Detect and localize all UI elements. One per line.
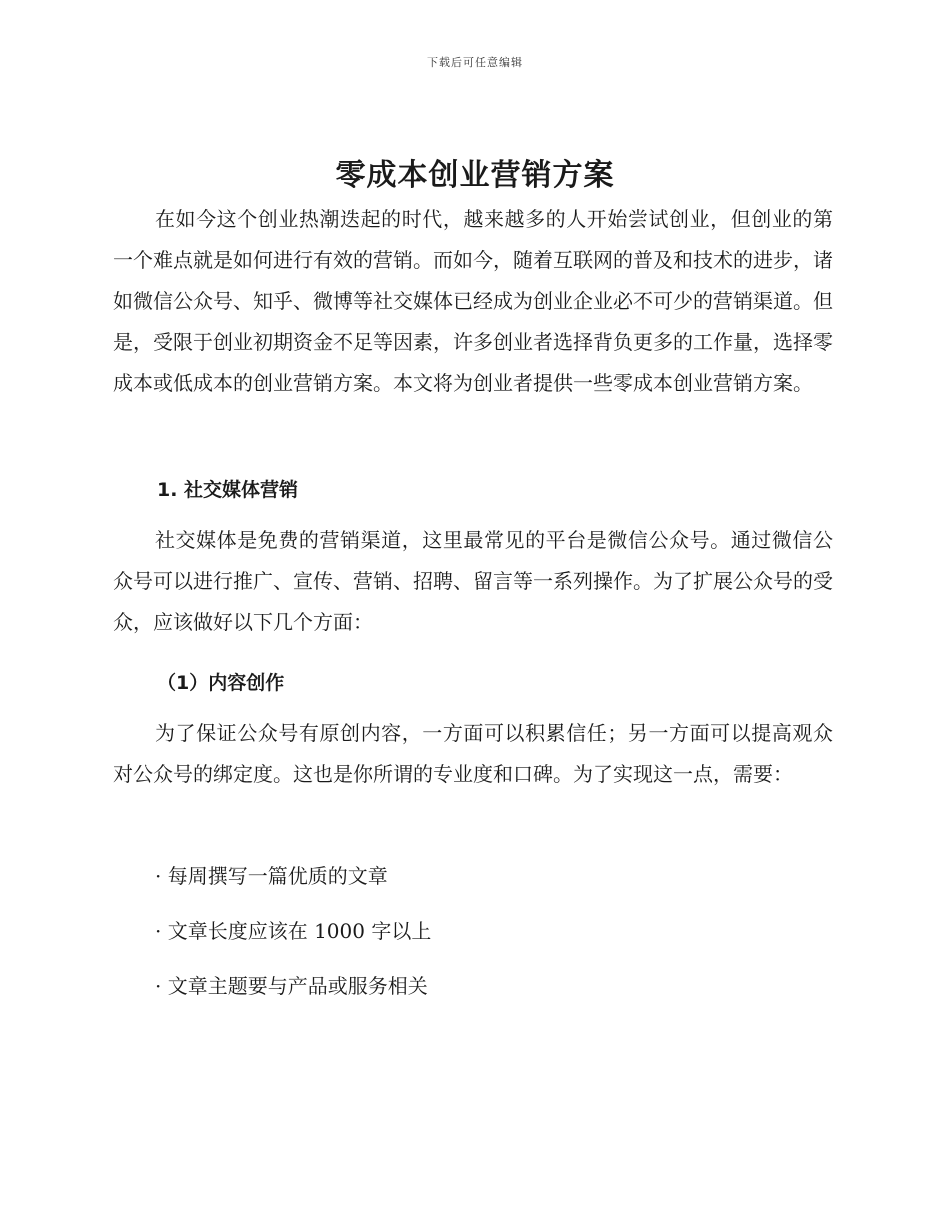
section-paragraph-social-media: 社交媒体是免费的营销渠道，这里最常见的平台是微信公众号。通过微信公众号可以进行推广、宣传、营销、招聘、留言等一系列操作。为了扩展公众号的受众，应该做好以下几个方面： <box>113 528 833 634</box>
bullet-item: · 文章主题要与产品或服务相关 <box>155 974 428 998</box>
section-heading-social-media: 1. 社交媒体营销 <box>157 479 299 501</box>
header-note: 下载后可任意编辑 <box>427 56 523 69</box>
subsection-heading-content-creation: （1）内容创作 <box>157 672 285 694</box>
subsection-paragraph-content-creation: 为了保证公众号有原创内容，一方面可以积累信任；另一方面可以提高观众对公众号的绑定度。这也是你所谓的专业度和口碑。为了实现这一点，需要： <box>113 721 833 786</box>
bullet-item: · 文章长度应该在 1000 字以上 <box>155 919 432 943</box>
intro-paragraph: 在如今这个创业热潮迭起的时代，越来越多的人开始尝试创业，但创业的第一个难点就是如何进行有效的营销。而如今，随着互联网的普及和技术的进步，诸如微信公众号、知乎、微博等社交媒体已经成为创业企业必不可少的营销渠道。但是，受限于创业初期资金不足等因素，许多创业者选择背负更多的工作量，选择零成本或低成本的创业营销方案。本文将为创业者提供一些零成本创业营销方案。 <box>113 207 833 395</box>
bullet-item: · 每周撰写一篇优质的文章 <box>155 864 388 888</box>
document-title: 零成本创业营销方案 <box>335 158 615 193</box>
